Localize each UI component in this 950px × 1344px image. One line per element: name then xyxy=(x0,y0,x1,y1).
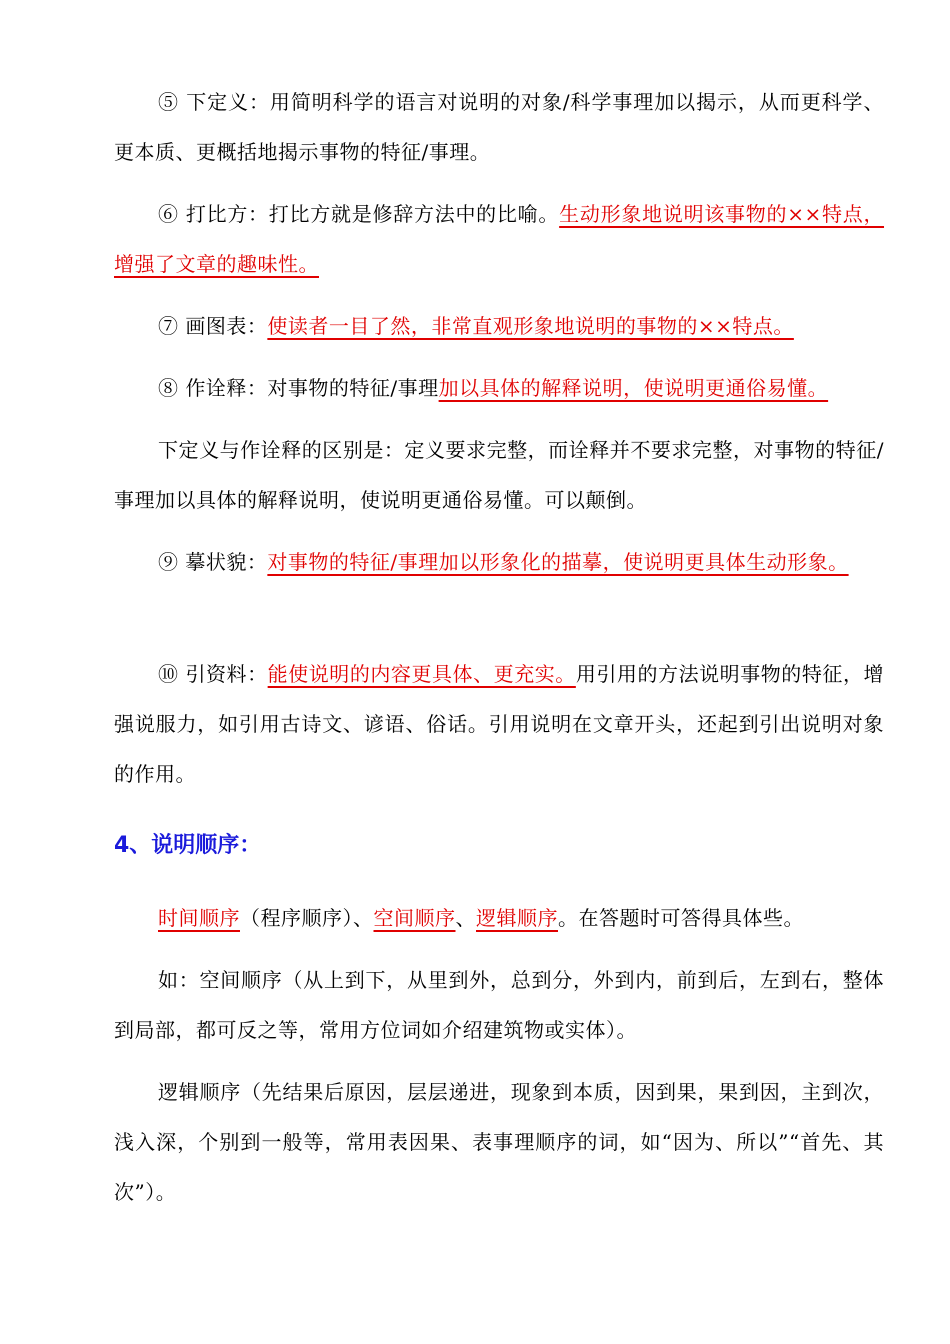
order-mid2: 、 xyxy=(455,906,476,930)
order-space: 空间顺序 xyxy=(373,906,456,930)
paragraph-difference xyxy=(114,425,884,525)
description-highlight: 对事物的特征/事理加以形象化的描摹，使说明更具体生动形象。 xyxy=(267,550,849,574)
definition-text: ⑤ 下定义：用简明科学的语言对说明的对象/科学事理加以揭示，从而更科学、更本质、更概括地揭示事物的特征/事理。 xyxy=(114,90,884,164)
citation-highlight: 能使说明的内容更具体、更充实。 xyxy=(267,662,576,686)
citation-lead: ⑩ 引资料： xyxy=(158,662,268,686)
paragraph-explanation xyxy=(114,363,884,413)
description-lead: ⑨ 摹状貌： xyxy=(158,550,268,574)
chart-highlight: 使读者一目了然，非常直观形象地说明的事物的××特点。 xyxy=(267,314,794,338)
order-tail: 。在答题时可答得具体些。 xyxy=(558,906,804,930)
space-order-text: 如：空间顺序（从上到下，从里到外，总到分，外到内，前到后，左到右，整体到局部，都可反之等，常用方位词如介绍建筑物或实体）。 xyxy=(114,968,884,1042)
citation-tail: 用引用的方法说明事物的特征，增强说服力，如引用古诗文、谚语、俗话。引用说明在文章开头，还起到引出说明对象的作用。 xyxy=(114,662,884,786)
paragraph-definition xyxy=(114,77,884,177)
order-mid1: （程序顺序）、 xyxy=(240,906,374,930)
paragraph-description xyxy=(114,537,884,587)
chart-lead: ⑦ 画图表： xyxy=(158,314,268,338)
paragraph-space-order xyxy=(114,955,884,1055)
paragraph-logic-order xyxy=(114,1067,884,1217)
order-time: 时间顺序 xyxy=(158,906,240,930)
analogy-highlight: 生动形象地说明该事物的××特点，增强了文章的趣味性。 xyxy=(114,202,885,276)
analogy-lead: ⑥ 打比方：打比方就是修辞方法中的比喻。 xyxy=(158,202,560,226)
explanation-lead: ⑧ 作诠释：对事物的特征/事理 xyxy=(158,376,439,400)
paragraph-citation xyxy=(114,649,884,799)
difference-text: 下定义与作诠释的区别是：定义要求完整，而诠释并不要求完整，对事物的特征/事理加以具体的解释说明，使说明更通俗易懂。可以颠倒。 xyxy=(114,438,884,512)
paragraph-order-types xyxy=(114,893,884,943)
paragraph-analogy xyxy=(114,189,884,289)
logic-order-text: 逻辑顺序（先结果后原因，层层递进，现象到本质，因到果，果到因，主到次，浅入深，个别到一般等，常用表因果、表事理顺序的词，如“因为、所以”“首先、其次”）。 xyxy=(114,1080,884,1204)
explanation-highlight: 加以具体的解释说明，使说明更通俗易懂。 xyxy=(438,376,829,400)
paragraph-chart xyxy=(114,301,884,351)
order-logic: 逻辑顺序 xyxy=(476,906,558,930)
section-heading-order: 4、说明顺序： xyxy=(114,833,262,858)
